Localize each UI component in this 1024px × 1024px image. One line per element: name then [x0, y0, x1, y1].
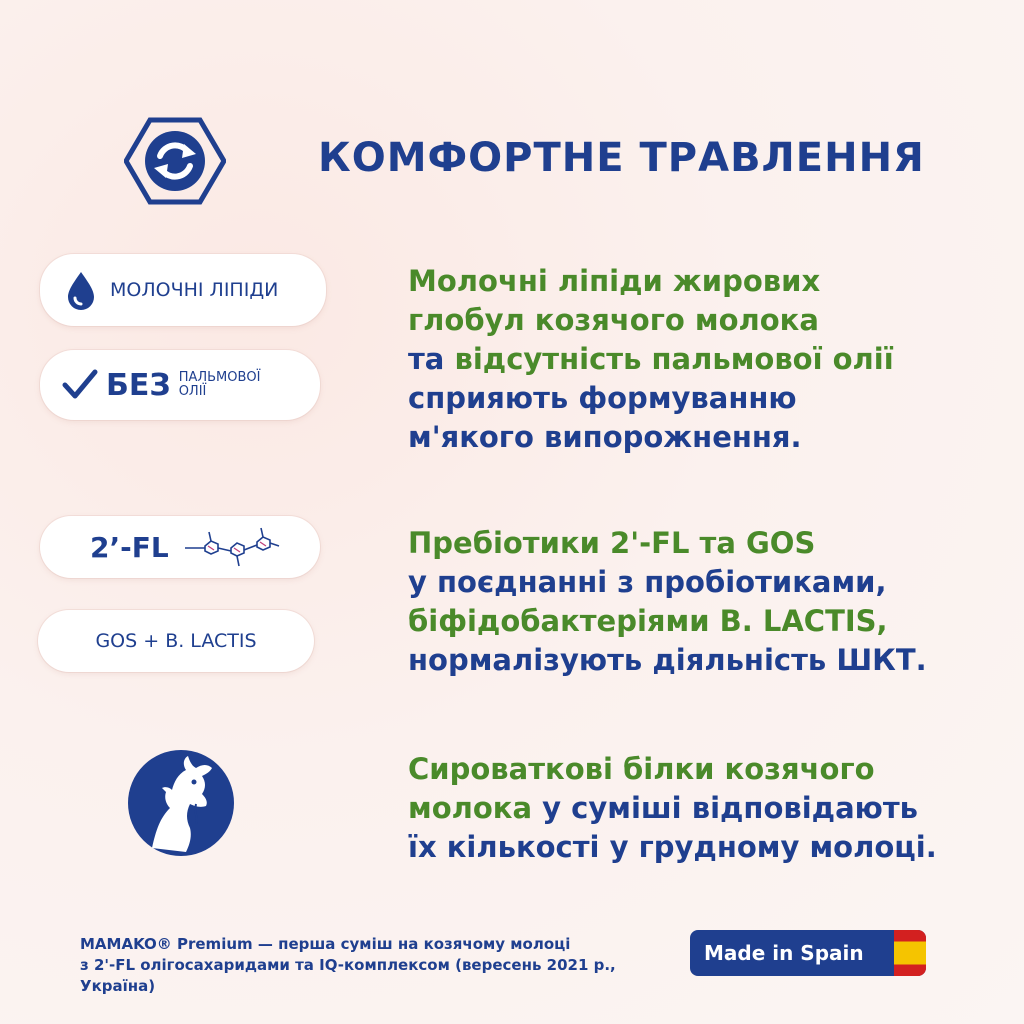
pill-2fl — [40, 516, 320, 578]
p1-line5: м'якого випорожнення. — [408, 420, 802, 454]
p1-line1: Молочні ліпіди жирових — [408, 264, 821, 298]
spain-flag-icon — [894, 930, 926, 976]
paragraph-lipids — [408, 262, 894, 457]
pill-no-palm-main: БЕЗ — [106, 367, 171, 403]
p2-line1: Пребіотики 2'-FL та GOS — [408, 526, 816, 560]
p2-line2: у поєднанні з пробіотиками, — [408, 565, 887, 599]
recycle-hexagon-icon — [124, 116, 226, 206]
pill-no-palm-oil — [40, 350, 320, 420]
footnote — [80, 934, 620, 997]
p3-line3: їх кількості у грудному молоці. — [408, 830, 937, 864]
footnote-line2: з 2'-FL олігосахаридами та IQ-комплексом (вересень 2021 р., — [80, 956, 616, 974]
milk-drop-icon — [64, 270, 98, 310]
pill-no-palm-sub1: ПАЛЬМОВОЇ — [178, 370, 261, 385]
p1-line3a: та — [408, 342, 455, 376]
p2-line3: біфідобактеріями B. LACTIS, — [408, 604, 888, 638]
p1-line4: сприяють формуванню — [408, 381, 797, 415]
page-title: КОМФОРТНЕ ТРАВЛЕННЯ — [318, 135, 925, 181]
checkmark-icon — [62, 369, 98, 401]
paragraph-prebiotics — [408, 524, 927, 680]
made-in-spain-badge — [690, 930, 926, 976]
goat-icon — [126, 748, 236, 858]
molecule-icon — [181, 524, 281, 570]
p3-line2a: молока — [408, 791, 543, 825]
paragraph-whey — [408, 750, 937, 867]
p3-line1: Сироваткові білки козячого — [408, 752, 875, 786]
pill-2fl-label: 2’-FL — [90, 530, 169, 564]
p2-line4: нормалізують діяльність ШКТ. — [408, 643, 927, 677]
footnote-line3: Україна) — [80, 977, 156, 995]
pill-milk-lipids — [40, 254, 326, 326]
pill-no-palm-sub2: ОЛІЇ — [178, 384, 207, 399]
made-in-spain-label: Made in Spain — [704, 941, 864, 965]
p1-line2: глобул козячого молока — [408, 303, 819, 337]
pill-milk-lipids-label: МОЛОЧНІ ЛІПІДИ — [110, 279, 279, 301]
p1-line3b: відсутність пальмової олії — [454, 342, 894, 376]
p3-line2b: у суміші відповідають — [542, 791, 919, 825]
pill-gos-label: GOS + B. LACTIS — [95, 630, 257, 652]
pill-gos-lactis — [38, 610, 314, 672]
footnote-line1: MAMAKO® Premium — перша суміш на козячому молоці — [80, 935, 571, 953]
